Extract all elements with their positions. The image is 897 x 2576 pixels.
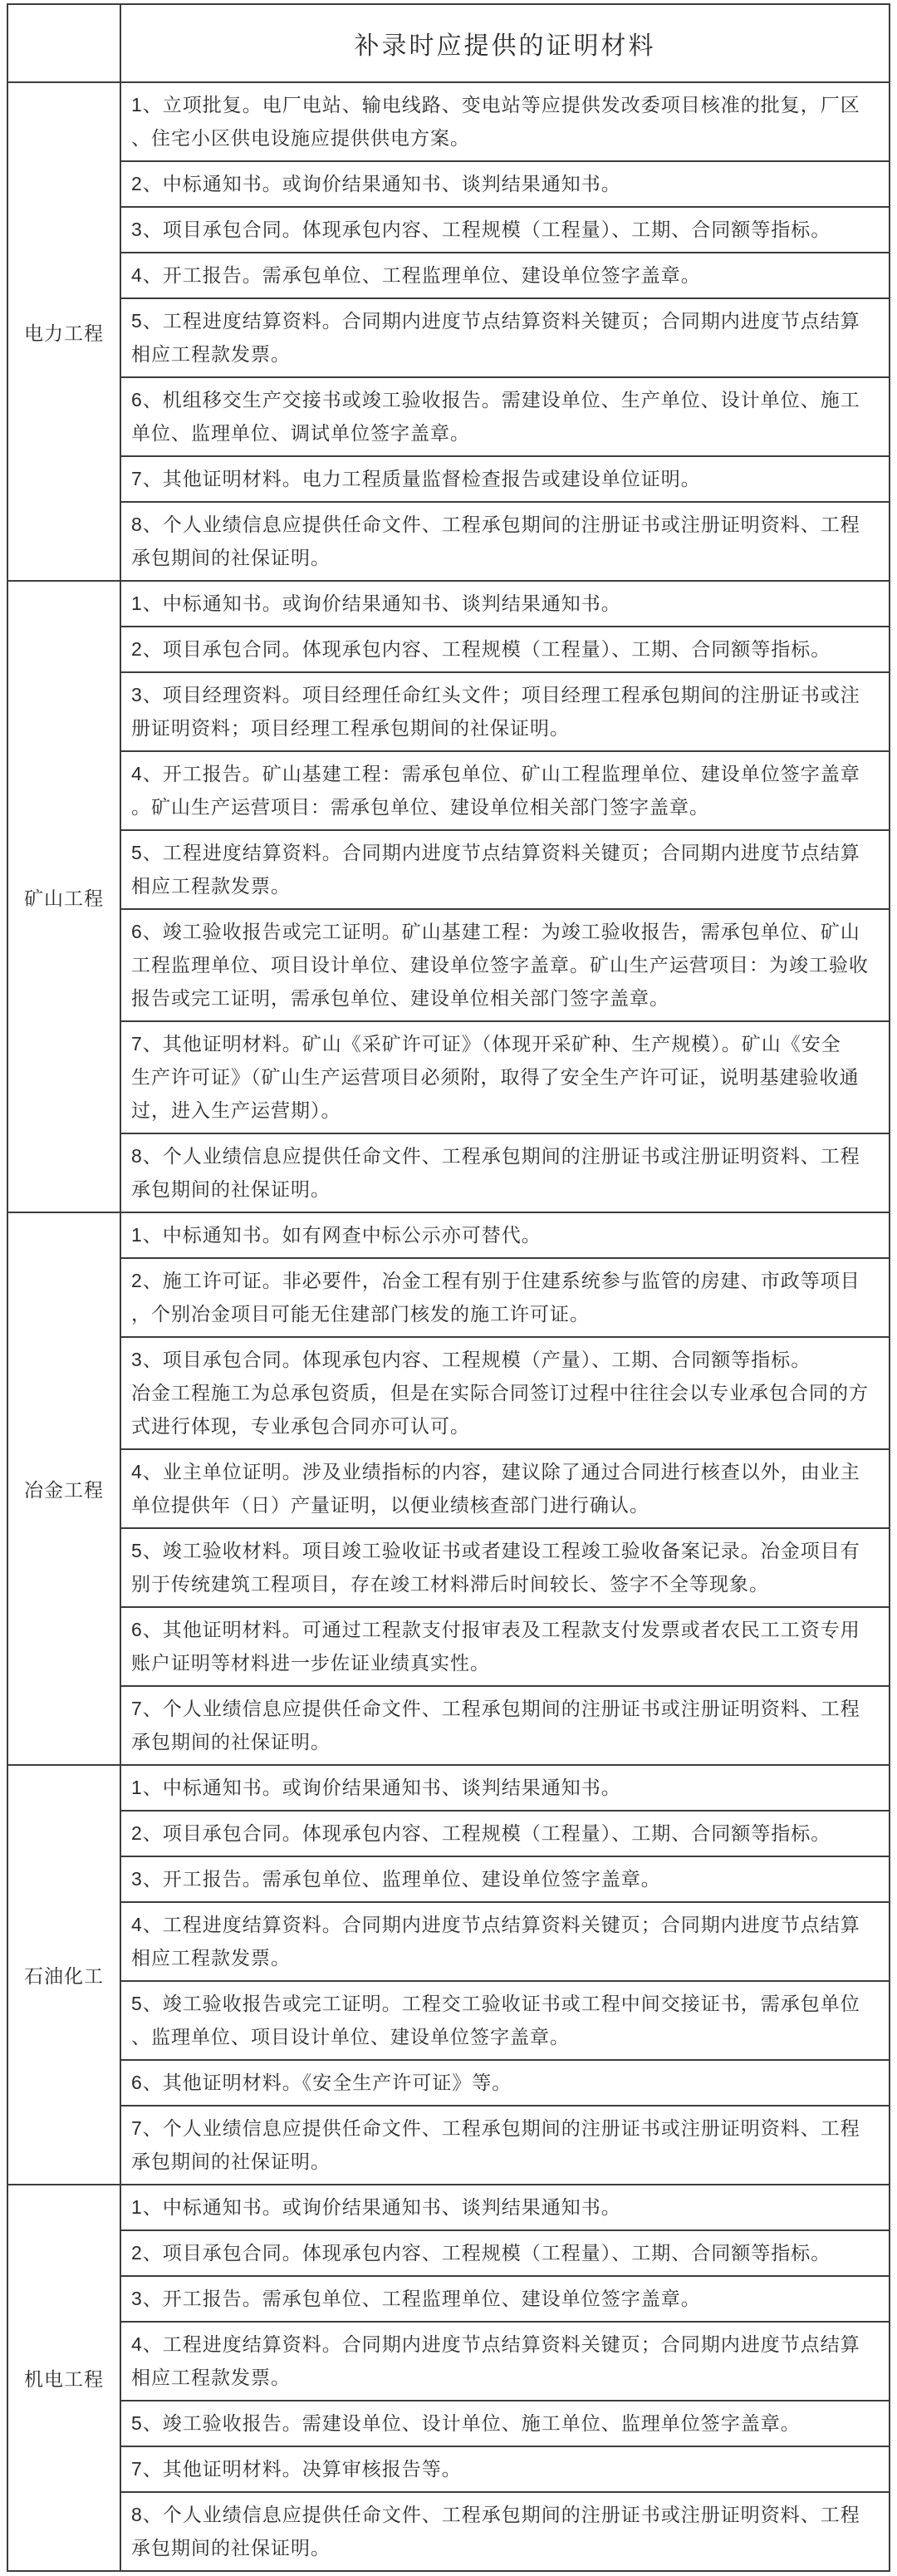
requirement-line: 4、开工报告。需承包单位、工程监理单位、建设单位签字盖章。 bbox=[131, 264, 701, 286]
requirement-line: 册证明资料；项目经理工程承包期间的社保证明。 bbox=[131, 717, 570, 739]
requirement-item bbox=[121, 1213, 889, 1259]
requirement-item bbox=[121, 2401, 889, 2447]
requirement-line: 2、项目承包合同。体现承包内容、工程规模（工程量）、工期、合同额等指标。 bbox=[131, 1822, 831, 1844]
requirement-line: 别于传统建筑工程项目，存在竣工材料滞后时间较长、签字不全等现象。 bbox=[131, 1573, 769, 1595]
requirement-line: 2、施工许可证。非必要件，冶金工程有别于住建系统参与监管的房建、市政等项目 bbox=[131, 1270, 860, 1291]
requirement-line: 承包期间的社保证明。 bbox=[131, 2151, 331, 2172]
header-corner-cell bbox=[8, 5, 121, 81]
requirement-item bbox=[121, 208, 889, 253]
category-label: 石油化工 bbox=[24, 1965, 104, 1987]
requirement-line: 5、竣工验收材料。项目竣工验收证书或者建设工程竣工验收备案记录。冶金项目有 bbox=[131, 1540, 860, 1561]
requirement-line: 、监理单位、项目设计单位、建设单位签字盖章。 bbox=[131, 2026, 570, 2048]
requirement-line: 报告或完工证明，需承包单位、建设单位相关部门签字盖章。 bbox=[131, 987, 669, 1009]
requirement-item bbox=[121, 2061, 889, 2107]
requirement-item bbox=[121, 2447, 889, 2493]
requirement-line: 4、业主单位证明。涉及业绩指标的内容，建议除了通过合同进行核查以外，由业主 bbox=[131, 1461, 860, 1482]
section-electromechanical-engineering bbox=[8, 2185, 889, 2572]
category-label: 电力工程 bbox=[24, 322, 104, 344]
requirement-line: 8、个人业绩信息应提供任命文件、工程承包期间的注册证书或注册证明资料、工程 bbox=[131, 2504, 860, 2525]
requirement-item bbox=[121, 457, 889, 503]
requirement-item bbox=[121, 1812, 889, 1857]
requirement-line: 5、工程进度结算资料。合同期内进度节点结算资料关键页；合同期内进度节点结算 bbox=[131, 842, 860, 863]
requirement-line: 承包期间的社保证明。 bbox=[131, 547, 331, 568]
requirement-line: 8、个人业绩信息应提供任命文件、工程承包期间的注册证书或注册证明资料、工程 bbox=[131, 514, 860, 535]
requirement-line: ，个别冶金项目可能无住建部门核发的施工许可证。 bbox=[131, 1303, 590, 1325]
category-cell bbox=[8, 1766, 121, 2185]
requirement-line: 单位提供年（日）产量证明，以便业绩核查部门进行确认。 bbox=[131, 1494, 649, 1516]
requirement-item bbox=[121, 627, 889, 673]
requirement-line: 相应工程款发票。 bbox=[131, 875, 291, 897]
requirement-line: 生产许可证》（矿山生产运营项目必须附，取得了安全生产许可证，说明基建验收通 bbox=[131, 1066, 860, 1088]
requirement-line: 1、中标通知书。如有网查中标公示亦可替代。 bbox=[131, 1224, 542, 1246]
requirement-line: 1、中标通知书。或询价结果通知书、谈判结果通知书。 bbox=[131, 592, 621, 614]
requirement-line: 6、其他证明材料。可通过工程款支付报审表及工程款支付发票或者农民工工资专用 bbox=[131, 1619, 860, 1640]
section-mining-engineering bbox=[8, 582, 889, 1213]
requirement-list bbox=[121, 1213, 889, 1766]
requirement-line: 式进行体现，专业承包合同亦可认可。 bbox=[131, 1415, 470, 1437]
requirement-item bbox=[121, 1134, 889, 1213]
requirement-line: 3、项目经理资料。项目经理任命红头文件；项目经理工程承包期间的注册证书或注 bbox=[131, 684, 860, 705]
category-cell bbox=[8, 83, 121, 582]
requirement-line: 3、项目承包合同。体现承包内容、工程规模（工程量）、工期、合同额等指标。 bbox=[131, 219, 831, 240]
table-title: 补录时应提供的证明材料 bbox=[354, 32, 656, 60]
requirement-item bbox=[121, 378, 889, 457]
requirement-item bbox=[121, 83, 889, 162]
title-cell bbox=[121, 5, 889, 81]
requirement-item bbox=[121, 2323, 889, 2401]
requirement-line: 5、工程进度结算资料。合同期内进度节点结算资料关键页；合同期内进度节点结算 bbox=[131, 310, 860, 332]
requirement-line: 2、项目承包合同。体现承包内容、工程规模（工程量）、工期、合同额等指标。 bbox=[131, 638, 831, 660]
requirement-item bbox=[121, 831, 889, 910]
requirement-item bbox=[121, 1857, 889, 1903]
requirement-line: 5、竣工验收报告。需建设单位、设计单位、施工单位、监理单位签字盖章。 bbox=[131, 2412, 801, 2434]
requirement-line: 7、其他证明材料。矿山《采矿许可证》（体现开采矿种、生产规模）。矿山《安全 bbox=[131, 1033, 841, 1054]
requirement-item bbox=[121, 503, 889, 582]
section-power-engineering bbox=[8, 83, 889, 582]
requirement-item bbox=[121, 673, 889, 752]
requirement-list bbox=[121, 582, 889, 1213]
requirement-line: 4、工程进度结算资料。合同期内进度节点结算资料关键页；合同期内进度节点结算 bbox=[131, 2333, 860, 2355]
requirement-line: 1、中标通知书。或询价结果通知书、谈判结果通知书。 bbox=[131, 2196, 621, 2218]
requirement-item bbox=[121, 1259, 889, 1338]
requirement-line: 6、竣工验收报告或完工证明。矿山基建工程：为竣工验收报告，需承包单位、矿山 bbox=[131, 921, 860, 942]
requirement-line: 2、项目承包合同。体现承包内容、工程规模（工程量）、工期、合同额等指标。 bbox=[131, 2242, 831, 2264]
requirement-item bbox=[121, 1450, 889, 1529]
category-cell bbox=[8, 2185, 121, 2572]
requirement-line: 相应工程款发票。 bbox=[131, 1947, 291, 1969]
requirement-line: 工程监理单位、项目设计单位、建设单位签字盖章。矿山生产运营项目：为竣工验收 bbox=[131, 954, 869, 976]
requirement-item bbox=[121, 1982, 889, 2061]
requirement-list bbox=[121, 2185, 889, 2572]
requirement-item bbox=[121, 2231, 889, 2277]
requirement-item bbox=[121, 752, 889, 831]
requirement-item bbox=[121, 1687, 889, 1766]
requirement-line: 3、开工报告。需承包单位、监理单位、建设单位签字盖章。 bbox=[131, 1868, 661, 1890]
requirement-item bbox=[121, 910, 889, 1022]
requirement-item bbox=[121, 2107, 889, 2185]
requirement-item bbox=[121, 1022, 889, 1134]
requirement-item bbox=[121, 1608, 889, 1687]
requirement-line: 7、其他证明材料。电力工程质量监督检查报告或建设单位证明。 bbox=[131, 468, 701, 489]
requirement-item bbox=[121, 582, 889, 627]
requirement-line: 7、个人业绩信息应提供任命文件、工程承包期间的注册证书或注册证明资料、工程 bbox=[131, 1698, 860, 1719]
category-cell bbox=[8, 1213, 121, 1766]
requirement-line: 8、个人业绩信息应提供任命文件、工程承包期间的注册证书或注册证明资料、工程 bbox=[131, 1145, 860, 1167]
requirement-line: 账户证明等材料进一步佐证业绩真实性。 bbox=[131, 1652, 490, 1674]
requirement-line: 3、开工报告。需承包单位、工程监理单位、建设单位签字盖章。 bbox=[131, 2288, 701, 2309]
requirement-line: 相应工程款发票。 bbox=[131, 2367, 291, 2388]
requirement-item bbox=[121, 1766, 889, 1812]
requirement-line: 承包期间的社保证明。 bbox=[131, 2537, 331, 2559]
category-cell bbox=[8, 582, 121, 1213]
requirement-line: 4、开工报告。矿山基建工程：需承包单位、矿山工程监理单位、建设单位签字盖章 bbox=[131, 763, 860, 784]
requirement-line: 单位、监理单位、调试单位签字盖章。 bbox=[131, 422, 470, 444]
requirement-line: 1、中标通知书。或询价结果通知书、谈判结果通知书。 bbox=[131, 1777, 621, 1798]
requirement-item bbox=[121, 299, 889, 378]
section-metallurgy-engineering bbox=[8, 1213, 889, 1766]
requirement-item bbox=[121, 2185, 889, 2231]
requirement-line: 7、个人业绩信息应提供任命文件、工程承包期间的注册证书或注册证明资料、工程 bbox=[131, 2117, 860, 2139]
category-label: 机电工程 bbox=[24, 2368, 104, 2390]
requirement-line: 、住宅小区供电设施应提供供电方案。 bbox=[131, 127, 470, 149]
requirement-item bbox=[121, 2277, 889, 2323]
requirement-line: 4、工程进度结算资料。合同期内进度节点结算资料关键页；合同期内进度节点结算 bbox=[131, 1914, 860, 1935]
requirement-line: 相应工程款发票。 bbox=[131, 343, 291, 365]
table-header-row bbox=[8, 5, 889, 83]
requirement-line: 3、项目承包合同。体现承包内容、工程规模（产量）、工期、合同额等指标。 bbox=[131, 1349, 811, 1370]
requirement-item bbox=[121, 2493, 889, 2572]
requirement-item bbox=[121, 1529, 889, 1608]
requirement-item bbox=[121, 253, 889, 299]
requirements-table bbox=[7, 3, 890, 2572]
category-label: 冶金工程 bbox=[24, 1479, 104, 1501]
requirement-line: 。矿山生产运营项目：需承包单位、建设单位相关部门签字盖章。 bbox=[131, 796, 709, 818]
requirement-line: 1、立项批复。电厂电站、输电线路、变电站等应提供发改委项目核准的批复，厂区 bbox=[131, 94, 860, 116]
requirement-list bbox=[121, 1766, 889, 2185]
requirement-item bbox=[121, 162, 889, 208]
requirement-line: 7、其他证明材料。决算审核报告等。 bbox=[131, 2458, 462, 2480]
requirement-list bbox=[121, 83, 889, 582]
requirement-line: 过，进入生产运营期）。 bbox=[131, 1099, 341, 1121]
requirement-line: 2、中标通知书。或询价结果通知书、谈判结果通知书。 bbox=[131, 173, 621, 194]
requirement-item bbox=[121, 1338, 889, 1450]
requirement-item bbox=[121, 1903, 889, 1982]
section-petrochemical-engineering bbox=[8, 1766, 889, 2185]
requirement-line: 承包期间的社保证明。 bbox=[131, 1731, 331, 1753]
requirement-line: 6、其他证明材料。《安全生产许可证》等。 bbox=[131, 2072, 512, 2093]
category-label: 矿山工程 bbox=[24, 887, 104, 909]
requirement-line: 承包期间的社保证明。 bbox=[131, 1178, 331, 1200]
requirement-line: 冶金工程施工为总承包资质，但是在实际合同签订过程中往往会以专业承包合同的方 bbox=[131, 1382, 869, 1404]
requirement-line: 6、机组移交生产交接书或竣工验收报告。需建设单位、生产单位、设计单位、施工 bbox=[131, 389, 860, 410]
requirement-line: 5、竣工验收报告或完工证明。工程交工验收证书或工程中间交接证书，需承包单位 bbox=[131, 1993, 860, 2014]
